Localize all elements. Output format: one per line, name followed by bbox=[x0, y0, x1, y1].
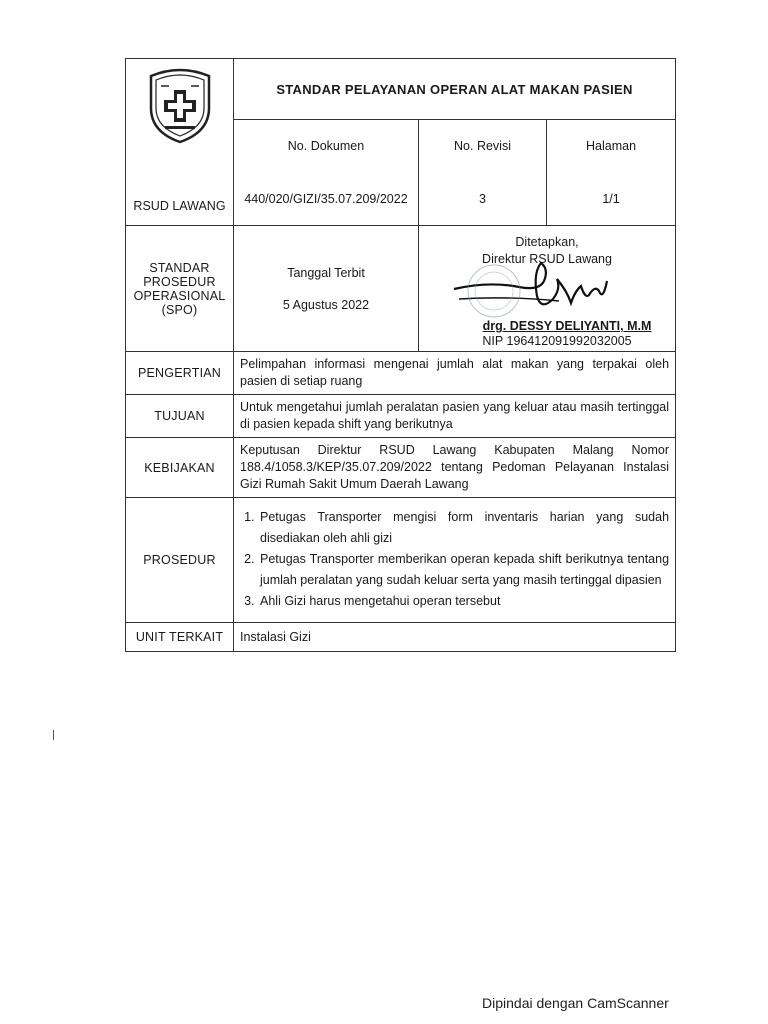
kebijakan-cell bbox=[234, 438, 676, 498]
prosedur-label: PROSEDUR bbox=[126, 498, 234, 623]
revision-label: No. Revisi bbox=[454, 139, 511, 154]
unit-label: UNIT TERKAIT bbox=[126, 623, 234, 652]
spo-table bbox=[125, 58, 676, 652]
page-cell bbox=[547, 120, 676, 226]
doc-number-cell bbox=[234, 120, 419, 226]
title-cell bbox=[234, 59, 676, 120]
revision-value: 3 bbox=[479, 191, 486, 206]
tujuan-text: Untuk mengetahui jumlah peralatan pasien yang keluar atau masih tertinggal di pasien kepada shift yang berikutnya bbox=[240, 400, 670, 431]
approval-line1: Ditetapkan, bbox=[515, 235, 579, 249]
revision-cell bbox=[419, 120, 547, 226]
prosedur-step: 2. Petugas Transporter memberikan operan kepada shift berikutnya tentang jumlah peralatan yang sudah keluar serta yang masih tertinggal dipasien bbox=[258, 549, 669, 591]
spo-label-line: STANDAR bbox=[149, 260, 210, 275]
spo-label-line: (SPO) bbox=[161, 302, 198, 317]
approval-name: drg. DESSY DELIYANTI, M.M bbox=[482, 319, 652, 333]
page-value: 1/1 bbox=[602, 191, 620, 206]
signature-icon bbox=[449, 251, 649, 321]
camscanner-watermark: Dipindai dengan CamScanner bbox=[482, 995, 669, 1011]
document-title: STANDAR PELAYANAN OPERAN ALAT MAKAN PASIEN bbox=[276, 81, 633, 97]
hospital-emblem-icon bbox=[145, 66, 215, 144]
prosedur-step: 1. Petugas Transporter mengisi form inventaris harian yang sudah disediakan oleh ahli gizi bbox=[258, 507, 669, 549]
kebijakan-text: Keputusan Direktur RSUD Lawang Kabupaten Malang Nomor 188.4/1058.3/KEP/35.07.209/2022 tentang Pedoman Pelayanan Instalasi Gizi Rumah Sakit Umum Daerah Lawang bbox=[240, 443, 670, 491]
prosedur-step: 3. Ahli Gizi harus mengetahui operan tersebut bbox=[258, 591, 669, 612]
pengertian-text: Pelimpahan informasi mengenai jumlah alat makan yang terpakai oleh pasien di setiap ruang bbox=[240, 357, 670, 388]
unit-cell bbox=[234, 623, 676, 652]
issue-date-label: Tanggal Terbit bbox=[287, 265, 365, 280]
doc-number-label: No. Dokumen bbox=[287, 139, 365, 154]
scan-artifact bbox=[53, 730, 54, 740]
pengertian-cell bbox=[234, 352, 676, 395]
approval-line2: Direktur RSUD Lawang bbox=[482, 252, 612, 266]
prosedur-list bbox=[234, 505, 675, 616]
kebijakan-label: KEBIJAKAN bbox=[126, 438, 234, 498]
approval-nip: NIP 196412091992032005 bbox=[482, 334, 632, 348]
logo-cell bbox=[126, 59, 234, 226]
unit-text: Instalasi Gizi bbox=[240, 629, 311, 644]
doc-number-value: 440/020/GIZI/35.07.209/2022 bbox=[244, 191, 408, 206]
hospital-name: RSUD LAWANG bbox=[133, 198, 226, 213]
issue-date-value: 5 Agustus 2022 bbox=[282, 297, 370, 312]
spo-label-line: OPERASIONAL bbox=[133, 288, 226, 303]
pengertian-label: PENGERTIAN bbox=[126, 352, 234, 395]
tujuan-cell bbox=[234, 395, 676, 438]
spo-label-cell bbox=[126, 226, 234, 352]
tujuan-label: TUJUAN bbox=[126, 395, 234, 438]
page-label: Halaman bbox=[586, 139, 637, 154]
approval-cell bbox=[419, 226, 676, 352]
spo-label-line: PROSEDUR bbox=[143, 274, 216, 289]
issue-date-cell bbox=[234, 226, 419, 352]
prosedur-cell bbox=[234, 498, 676, 623]
